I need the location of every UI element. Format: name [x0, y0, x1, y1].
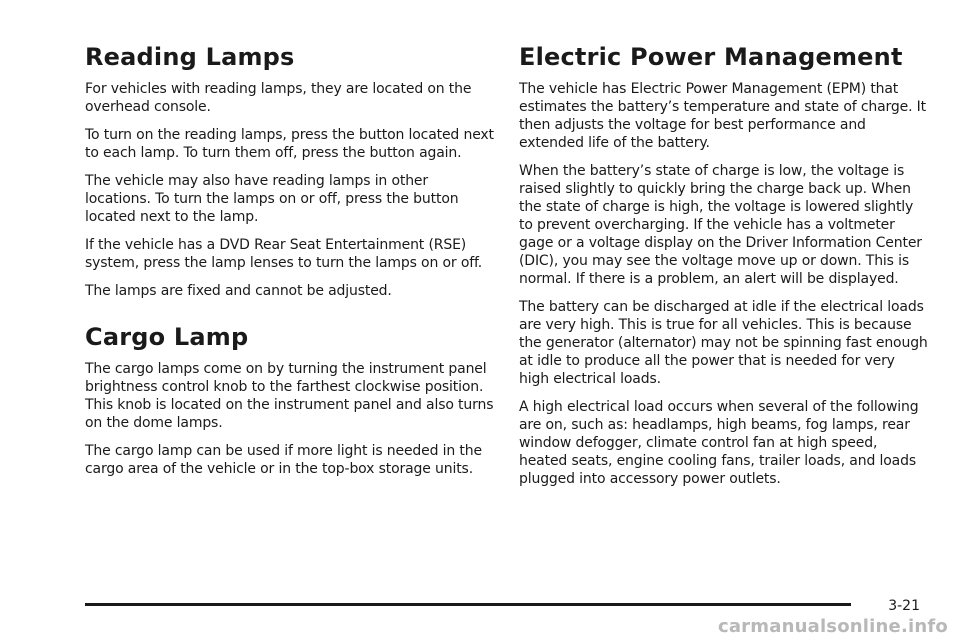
watermark: carmanualsonline.info	[717, 616, 948, 637]
right-column	[519, 42, 929, 498]
reading-lamps-paragraph-2: To turn on the reading lamps, press the button located next to each lamp. To turn them off, press the button again.	[85, 127, 494, 161]
reading-lamps-heading: Reading Lamps	[85, 43, 295, 71]
left-column	[85, 42, 495, 488]
reading-lamps-paragraph-4: If the vehicle has a DVD Rear Seat Entertainment (RSE) system, press the lamp lenses to turn the lamps on or off.	[85, 237, 483, 271]
epm-heading: Electric Power Management	[519, 43, 903, 71]
epm-paragraph-1: The vehicle has Electric Power Management (EPM) that estimates the battery’s temperature and state of charge. It then adjusts the voltage for best performance and extended life of the battery.	[519, 81, 926, 151]
page-number: 3-21	[888, 598, 920, 614]
cargo-lamp-paragraph-1: The cargo lamps come on by turning the instrument panel brightness control knob to the farthest clockwise position. This knob is located on the instrument panel and also turns on the dome lamps.	[85, 361, 494, 431]
epm-section	[519, 42, 929, 488]
footer-rule	[85, 603, 851, 606]
epm-paragraph-2: When the battery’s state of charge is low, the voltage is raised slightly to quickly bring the charge back up. When the state of charge is high, the voltage is lowered slightly to prevent overcharging. If the vehicle has a voltmeter gage or a voltage display on the Driver Information Center (DIC), you may see the voltage move up or down. This is normal. If there is a problem, an alert will be displayed.	[519, 163, 922, 287]
reading-lamps-paragraph-1: For vehicles with reading lamps, they are located on the overhead console.	[85, 81, 472, 115]
reading-lamps-paragraph-3: The vehicle may also have reading lamps in other locations. To turn the lamps on or off, press the button located next to the lamp.	[85, 173, 459, 225]
reading-lamps-paragraph-5: The lamps are fixed and cannot be adjusted.	[85, 283, 392, 299]
epm-paragraph-3: The battery can be discharged at idle if the electrical loads are very high. This is true for all vehicles. This is because the generator (alternator) may not be spinning fast enough at idle to produce all the power that is needed for very high electrical loads.	[519, 299, 928, 387]
cargo-lamp-paragraph-2: The cargo lamp can be used if more light is needed in the cargo area of the vehicle or in the top-box storage units.	[85, 443, 482, 477]
cargo-lamp-heading: Cargo Lamp	[85, 323, 249, 351]
cargo-lamp-section	[85, 322, 495, 478]
reading-lamps-section	[85, 42, 495, 300]
epm-paragraph-4: A high electrical load occurs when several of the following are on, such as: headlamps, high beams, fog lamps, rear window defogger, climate control fan at high speed, heated seats, engine cooling fans, trailer loads, and loads plugged into accessory power outlets.	[519, 399, 919, 487]
